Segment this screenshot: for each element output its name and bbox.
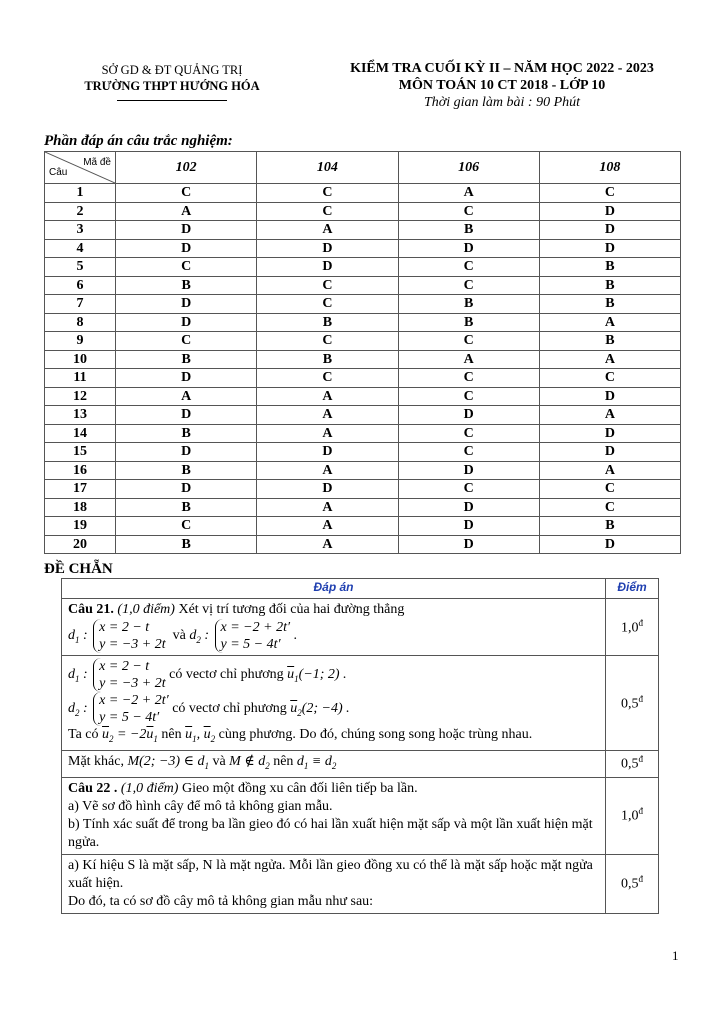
d2-system: x = −2 + 2t′ y = 5 − 4t′ <box>215 619 291 653</box>
answer-cell: C <box>539 369 680 388</box>
answer-cell: D <box>116 239 257 258</box>
answer-cell: D <box>257 239 398 258</box>
answer-cell: C <box>398 276 539 295</box>
answer-cell: D <box>257 480 398 499</box>
question-number: 15 <box>45 443 116 462</box>
answer-cell: C <box>398 258 539 277</box>
answer-cell: A <box>257 221 398 240</box>
answer-cell: D <box>539 424 680 443</box>
answer-cell: D <box>116 406 257 425</box>
answer-cell: A <box>257 461 398 480</box>
answer-cell: D <box>539 202 680 221</box>
answer-cell: C <box>398 369 539 388</box>
answer-cell: B <box>398 313 539 332</box>
solution-row <box>62 854 659 913</box>
answer-cell: C <box>257 332 398 351</box>
answer-cell: D <box>539 387 680 406</box>
answer-cell: B <box>116 276 257 295</box>
answer-cell: B <box>116 498 257 517</box>
answer-cell: A <box>257 406 398 425</box>
answer-cell: D <box>116 480 257 499</box>
question-number: 7 <box>45 295 116 314</box>
answer-cell: B <box>398 221 539 240</box>
question-number: 14 <box>45 424 116 443</box>
answer-cell: C <box>398 480 539 499</box>
mc-answer-row <box>45 350 681 369</box>
answer-cell: A <box>539 461 680 480</box>
mc-answer-row <box>45 184 681 203</box>
answer-cell: C <box>539 184 680 203</box>
code-header: 102 <box>116 152 257 184</box>
answer-cell: A <box>257 387 398 406</box>
answer-cell: D <box>539 443 680 462</box>
answer-cell: D <box>116 443 257 462</box>
answer-cell: C <box>257 276 398 295</box>
question-number: 20 <box>45 535 116 554</box>
mc-answer-row <box>45 239 681 258</box>
header-divider <box>117 100 227 101</box>
q21-text: Xét vị trí tương đối của hai đường thẳng <box>178 602 405 617</box>
answer-cell: C <box>398 387 539 406</box>
answer-cell: C <box>539 498 680 517</box>
answer-cell: A <box>257 517 398 536</box>
question-number: 10 <box>45 350 116 369</box>
score-cell: $1,0^đ$ <box>606 777 659 854</box>
score-cell: $0,5^đ$ <box>606 750 659 777</box>
mc-answer-table <box>44 151 681 554</box>
answer-cell: B <box>398 295 539 314</box>
question-number: 19 <box>45 517 116 536</box>
answer-cell: B <box>257 350 398 369</box>
answer-cell: D <box>116 369 257 388</box>
answer-column-header: Đáp án <box>62 579 606 599</box>
answer-cell: A <box>539 406 680 425</box>
solution-row <box>62 599 659 656</box>
question-number: 8 <box>45 313 116 332</box>
question-21-cell: Câu 21. (1,0 điểm) Xét vị trí tương đối của hai đường thẳng $d_1$ : x = 2 − t y = −3 + 2t và $d_2$ : x = −2 + 2t′ y = 5 − 4t′ . <box>62 599 606 656</box>
answer-cell: A <box>257 424 398 443</box>
solution-row <box>62 750 659 777</box>
answer-cell: C <box>116 332 257 351</box>
answer-cell: A <box>398 350 539 369</box>
mc-table-corner <box>45 152 116 184</box>
header-right <box>322 60 682 111</box>
question-number: 11 <box>45 369 116 388</box>
answer-cell: D <box>398 535 539 554</box>
mc-answer-row <box>45 258 681 277</box>
question-22-cell: Câu 22 . (1,0 điểm) Gieo một đồng xu cân đối liên tiếp ba lần. a) Vẽ sơ đồ hình cây để mô tả không gian mẫu. b) Tính xác suất để trong ba lần gieo đó có hai lần xuất hiện mặt sấp và một lần xuất hiện mặt ngửa. <box>62 777 606 854</box>
answer-cell: A <box>398 184 539 203</box>
solution-header-row <box>62 579 659 599</box>
mc-answer-row <box>45 295 681 314</box>
question-number: 9 <box>45 332 116 351</box>
answer-cell: D <box>398 406 539 425</box>
mc-answer-row <box>45 461 681 480</box>
mc-table-header <box>45 152 681 184</box>
question-number: 18 <box>45 498 116 517</box>
question-number: 2 <box>45 202 116 221</box>
subject-title: MÔN TOÁN 10 CT 2018 - LỚP 10 <box>398 78 606 93</box>
mc-answer-row <box>45 202 681 221</box>
code-header: 108 <box>539 152 680 184</box>
question-number: 4 <box>45 239 116 258</box>
answer-cell: D <box>398 461 539 480</box>
mc-answer-row <box>45 276 681 295</box>
mc-answer-row <box>45 313 681 332</box>
answer-cell: D <box>116 295 257 314</box>
answer-cell: C <box>257 202 398 221</box>
answer-cell: D <box>539 221 680 240</box>
answer-cell: D <box>398 517 539 536</box>
answer-cell: C <box>398 332 539 351</box>
answer-cell: C <box>539 480 680 499</box>
answer-cell: D <box>257 258 398 277</box>
answer-cell: C <box>257 369 398 388</box>
question-number: 3 <box>45 221 116 240</box>
answer-cell: B <box>539 517 680 536</box>
and-word: và <box>172 628 186 644</box>
question-number: 17 <box>45 480 116 499</box>
answer-cell: C <box>398 424 539 443</box>
code-header: 106 <box>398 152 539 184</box>
answer-cell: A <box>116 202 257 221</box>
school-name: TRƯỜNG THPT HƯỚNG HÓA <box>84 79 260 93</box>
essay-section-title: ĐỀ CHẴN <box>44 561 113 577</box>
answer-cell: C <box>398 443 539 462</box>
exam-duration: Thời gian làm bài : 90 Phút <box>423 95 581 110</box>
mc-section-title: Phần đáp án câu trắc nghiệm: <box>44 133 233 149</box>
exam-title: KIỂM TRA CUỐI KỲ II – NĂM HỌC 2022 - 2023 <box>350 61 654 76</box>
answer-cell: A <box>257 535 398 554</box>
d2-label: $d_2$ : <box>189 628 210 646</box>
question-number: 5 <box>45 258 116 277</box>
score-cell: $1,0^đ$ <box>606 599 659 656</box>
answer-cell: B <box>116 461 257 480</box>
answer-cell: D <box>116 221 257 240</box>
answer-cell: C <box>116 517 257 536</box>
sample-space-cell: a) Kí hiệu S là mặt sấp, N là mặt ngửa. Mỗi lần gieo đồng xu có thể là mặt sấp hoặc mặt ngửa xuất hiện. Do đó, ta có sơ đồ cây mô tả không gian mẫu như sau: <box>62 854 606 913</box>
answer-cell: A <box>539 350 680 369</box>
solution-table <box>61 578 659 914</box>
score-cell: $0,5^đ$ <box>606 656 659 751</box>
answer-cell: C <box>116 258 257 277</box>
answer-cell: B <box>539 276 680 295</box>
answer-cell: D <box>398 498 539 517</box>
answer-cell: D <box>539 535 680 554</box>
question-number: 13 <box>45 406 116 425</box>
answer-cell: B <box>539 295 680 314</box>
answer-cell: D <box>116 313 257 332</box>
mc-answer-row <box>45 498 681 517</box>
answer-cell: D <box>539 239 680 258</box>
answer-cell: B <box>116 424 257 443</box>
d1-label: $d_1$ : <box>68 628 88 646</box>
mc-answer-row <box>45 517 681 536</box>
q21-points: (1,0 điểm) <box>117 602 175 617</box>
solution-row <box>62 656 659 751</box>
answer-cell: C <box>257 184 398 203</box>
mc-answer-row <box>45 221 681 240</box>
answer-cell: A <box>116 387 257 406</box>
answer-cell: B <box>539 332 680 351</box>
mc-answer-row <box>45 406 681 425</box>
mc-answer-row <box>45 332 681 351</box>
mc-answer-row <box>45 535 681 554</box>
answer-cell: D <box>257 443 398 462</box>
answer-cell: C <box>398 202 539 221</box>
question-number: 16 <box>45 461 116 480</box>
score-cell: $0,5^đ$ <box>606 854 659 913</box>
answer-cell: A <box>539 313 680 332</box>
answer-cell: B <box>116 350 257 369</box>
corner-code-label: Mã đề <box>83 157 111 168</box>
answer-cell: B <box>116 535 257 554</box>
answer-cell: B <box>257 313 398 332</box>
code-header: 104 <box>257 152 398 184</box>
q21-label: Câu 21. <box>68 602 114 617</box>
mc-answer-row <box>45 387 681 406</box>
answer-cell: A <box>257 498 398 517</box>
question-number: 1 <box>45 184 116 203</box>
question-number: 12 <box>45 387 116 406</box>
d1-system: x = 2 − t y = −3 + 2t <box>93 619 165 653</box>
direction-vectors-cell: $d_1$ : x = 2 − t y = −3 + 2t có vectơ chỉ phương $\overline{u}_1(-1$; 2) . $d_2$ : x = −2 + 2t′ y = 5 − 4t′ có vectơ chỉ phương $\overline{u}_2(2$; −4) . Ta có $\overline{u}_2 = -2\overline{u}_1$ nên $\overline{u}_1$, $\overline{u}_2$ cùng phương. Do đó, chúng song song hoặc trùng nhau. <box>62 656 606 751</box>
mc-answer-row <box>45 480 681 499</box>
answer-cell: C <box>257 295 398 314</box>
question-number: 6 <box>45 276 116 295</box>
corner-question-label: Câu <box>49 167 68 178</box>
answer-cell: C <box>116 184 257 203</box>
mc-answer-row <box>45 369 681 388</box>
mc-answer-row <box>45 424 681 443</box>
score-column-header: Điểm <box>606 579 659 599</box>
coincidence-check-cell: Mặt khác, M(2; −3) ∈ $d_1$ và M ∉ $d_2$ nên $d_1 \equiv d_2$ <box>62 750 606 777</box>
department-name: SỞ GD & ĐT QUẢNG TRỊ <box>101 63 243 77</box>
answer-cell: B <box>539 258 680 277</box>
mc-table-body <box>45 184 681 554</box>
page-number: 1 <box>672 948 679 963</box>
header-left <box>62 62 282 101</box>
solution-row <box>62 777 659 854</box>
mc-answer-row <box>45 443 681 462</box>
answer-cell: D <box>398 239 539 258</box>
